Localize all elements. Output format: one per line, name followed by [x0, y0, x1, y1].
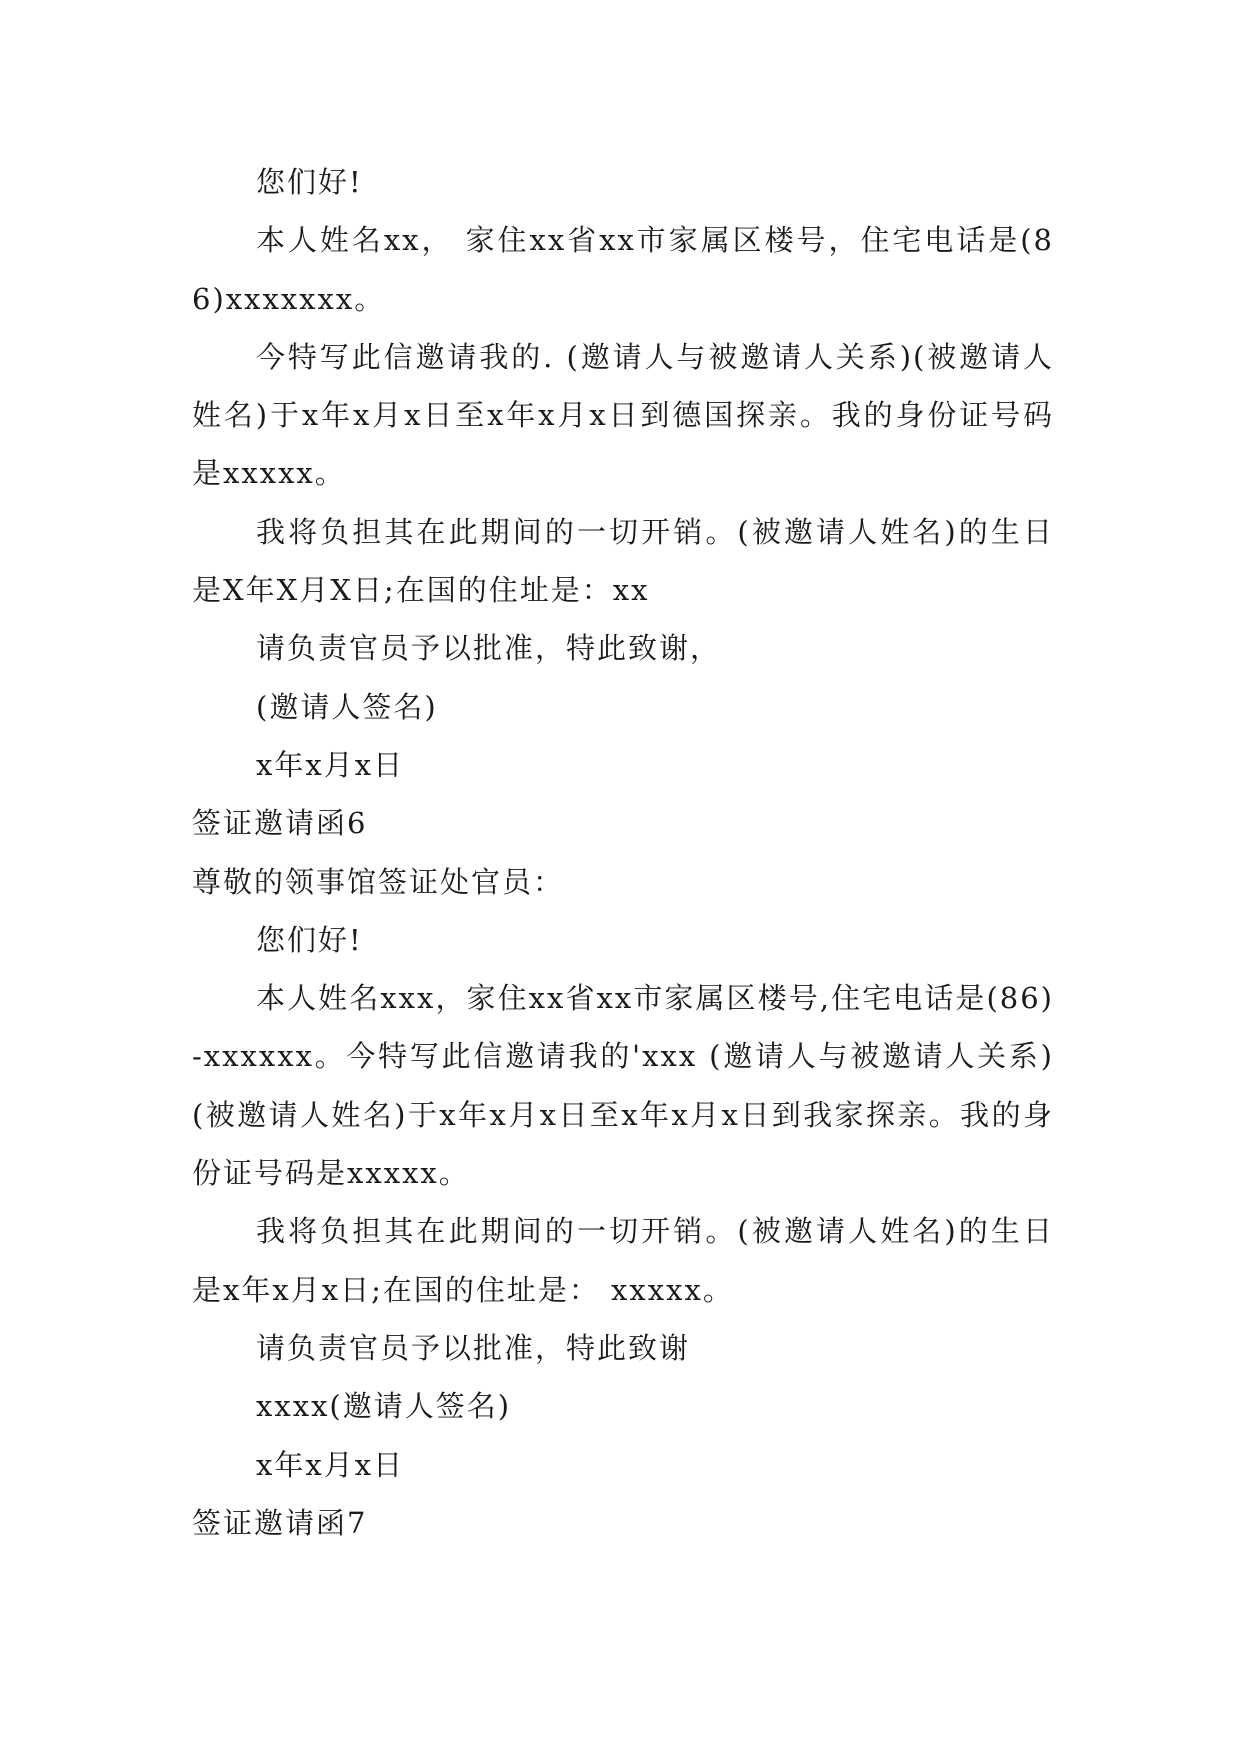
letter1-signature: (邀请人签名) — [256, 689, 438, 724]
letter6-title: 签证邀请函6 — [192, 806, 368, 841]
letter6-paragraph-2: 我将负担其在此期间的一切开销。(被邀请人姓名)的生日是x年x月x日;在国的住址是： xxxxx。 — [192, 1214, 1054, 1307]
letter1-paragraph-2: 今特写此信邀请我的. (邀请人与被邀请人关系)(被邀请人姓名)于x年x月x日至x年x月x日到德国探亲。我的身份证号码是xxxxx。 — [192, 339, 1054, 491]
letter6-salutation: 尊敬的领事馆签证处官员： — [192, 864, 565, 899]
letter1-greeting: 您们好! — [256, 165, 363, 199]
letter6-paragraph-1: 本人姓名xxx，家住xx省xx市家属区楼号,住宅电话是(86)-xxxxxx。今特写此信邀请我的'xxx (邀请人与被邀请人关系)(被邀请人姓名)于x年x月x日至x年x月x日到我家探亲。我的身份证号码是xxxxx。 — [192, 981, 1054, 1191]
letter6-signature: xxxx(邀请人签名) — [256, 1389, 512, 1424]
letter6-greeting: 您们好! — [256, 922, 363, 957]
letter1-paragraph-3: 我将负担其在此期间的一切开销。(被邀请人姓名)的生日是X年X月X日;在国的住址是：xx — [192, 514, 1054, 608]
letter7-title: 签证邀请函7 — [192, 1505, 368, 1540]
letter6-paragraph-3: 请负责官员予以批准，特此致谢 — [256, 1330, 691, 1365]
letter1-paragraph-4: 请负责官员予以批准，特此致谢， — [256, 631, 722, 666]
document-body — [192, 153, 1054, 1552]
letter6-date: x年x月x日 — [256, 1447, 405, 1482]
letter1-date: x年x月x日 — [256, 747, 405, 782]
letter1-paragraph-1: 本人姓名xx， 家住xx省xx市家属区楼号，住宅电话是(86)xxxxxxx。 — [192, 223, 1054, 316]
